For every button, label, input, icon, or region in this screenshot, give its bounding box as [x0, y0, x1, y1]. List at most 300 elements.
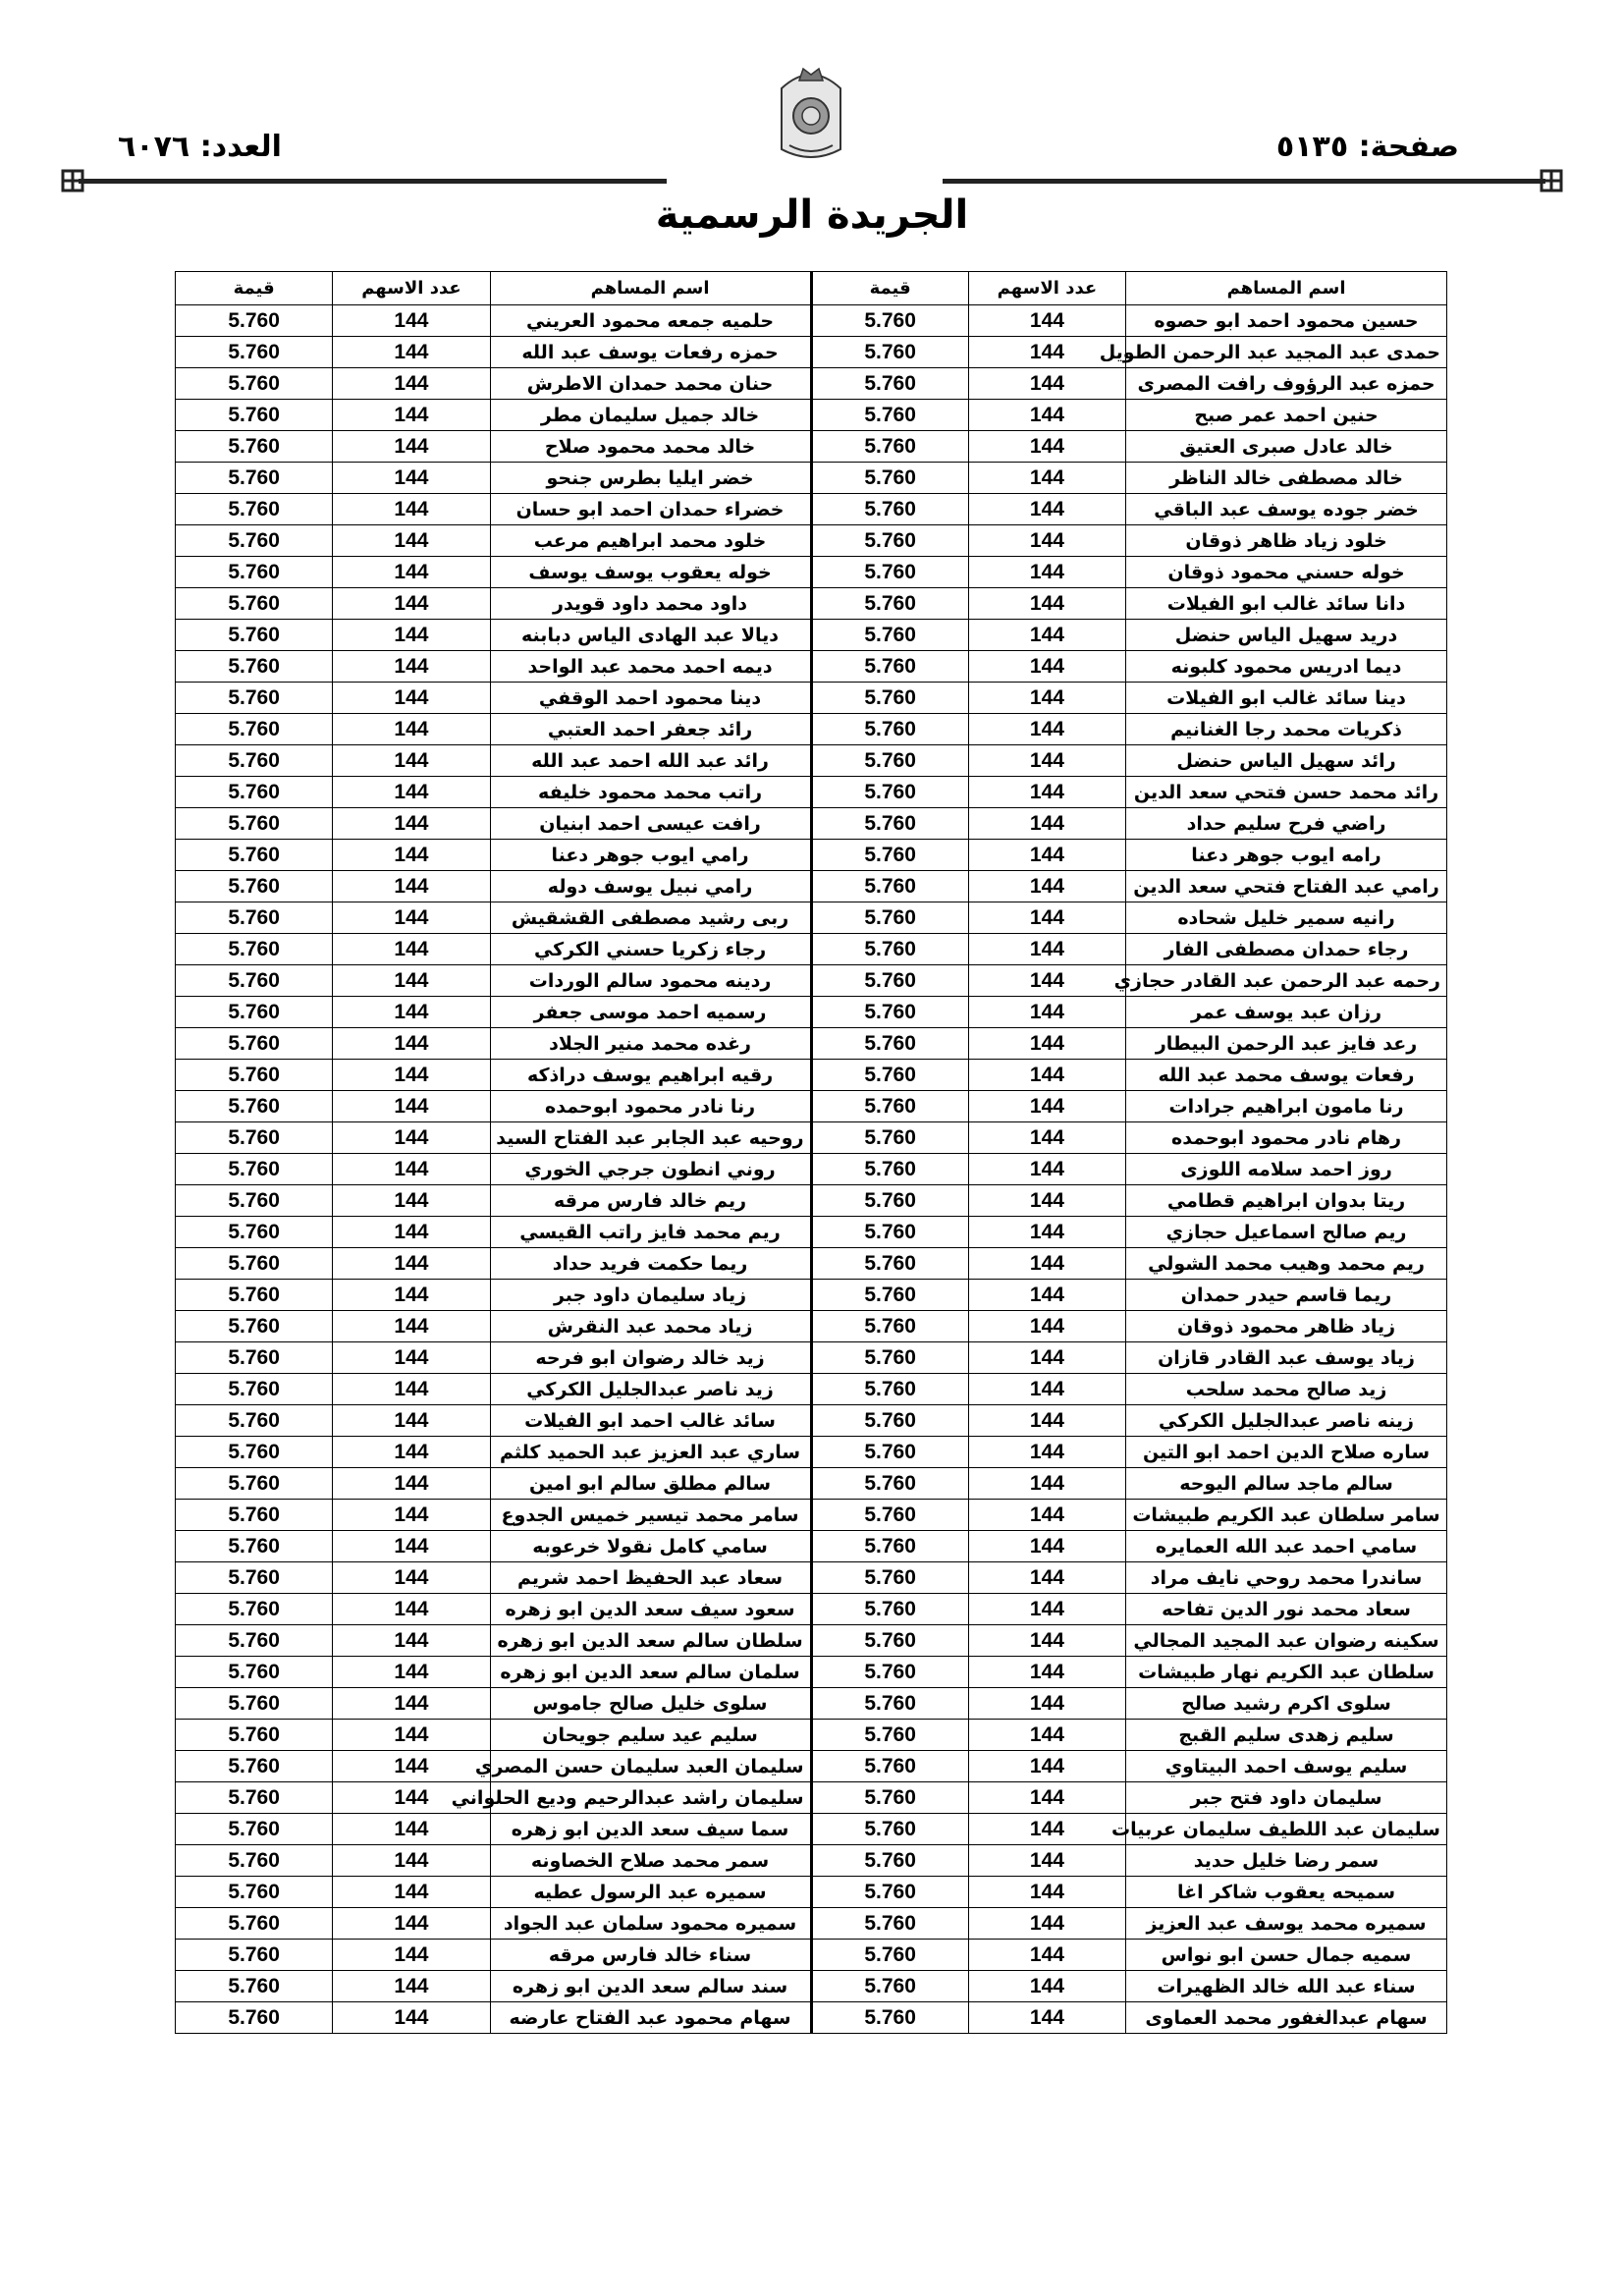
table-row — [176, 525, 1447, 557]
shares-count: 144 — [333, 902, 490, 934]
table-row — [176, 305, 1447, 337]
shareholder-name: سميه جمال حسن ابو نواس — [1126, 1940, 1447, 1971]
share-value: 5.760 — [176, 1060, 333, 1091]
shares-count: 144 — [333, 777, 490, 808]
shares-count: 144 — [968, 1217, 1125, 1248]
shareholder-name: رانيه سمير خليل شحاده — [1126, 902, 1447, 934]
share-value: 5.760 — [811, 808, 968, 840]
table-row — [176, 1720, 1447, 1751]
share-value: 5.760 — [811, 1500, 968, 1531]
shares-count: 144 — [968, 1280, 1125, 1311]
share-value: 5.760 — [811, 1751, 968, 1782]
shareholder-name: خلود محمد ابراهيم مرعب — [490, 525, 811, 557]
share-value: 5.760 — [176, 1342, 333, 1374]
shares-count: 144 — [333, 1594, 490, 1625]
shares-count: 144 — [968, 1154, 1125, 1185]
shareholder-name: زيد صالح محمد سلحب — [1126, 1374, 1447, 1405]
shareholder-name: سليم يوسف احمد البيتاوي — [1126, 1751, 1447, 1782]
share-value: 5.760 — [811, 588, 968, 620]
shareholder-name: سهام محمود عبد الفتاح عارضه — [490, 2002, 811, 2034]
table-row — [176, 463, 1447, 494]
share-value: 5.760 — [176, 1845, 333, 1877]
shares-count: 144 — [333, 840, 490, 871]
column-header: عدد الاسهم — [333, 272, 490, 305]
shares-count: 144 — [968, 337, 1125, 368]
share-value: 5.760 — [811, 1845, 968, 1877]
share-value: 5.760 — [176, 1311, 333, 1342]
shareholder-name: رامي عبد الفتاح فتحي سعد الدين — [1126, 871, 1447, 902]
shareholder-name: رجاء حمدان مصطفى الفار — [1126, 934, 1447, 965]
shareholder-name: زياد ظاهر محمود ذوقان — [1126, 1311, 1447, 1342]
share-value: 5.760 — [176, 1688, 333, 1720]
share-value: 5.760 — [811, 525, 968, 557]
table-row — [176, 1500, 1447, 1531]
shareholder-name: خضر جوده يوسف عبد الباقي — [1126, 494, 1447, 525]
share-value: 5.760 — [176, 1154, 333, 1185]
share-value: 5.760 — [176, 840, 333, 871]
shares-count: 144 — [333, 1405, 490, 1437]
share-value: 5.760 — [811, 871, 968, 902]
shareholder-name: سعود سيف سعد الدين ابو زهره — [490, 1594, 811, 1625]
column-header: قيمة — [176, 272, 333, 305]
shareholder-name: رامي نبيل يوسف دوله — [490, 871, 811, 902]
shares-count: 144 — [968, 1185, 1125, 1217]
column-header: اسم المساهم — [490, 272, 811, 305]
shares-count: 144 — [968, 1374, 1125, 1405]
shares-count: 144 — [968, 1940, 1125, 1971]
shares-count: 144 — [968, 620, 1125, 651]
table-row — [176, 965, 1447, 997]
shareholder-name: ديالا عبد الهادى الياس دبابنه — [490, 620, 811, 651]
shares-count: 144 — [333, 588, 490, 620]
share-value: 5.760 — [176, 1562, 333, 1594]
shares-count: 144 — [333, 1468, 490, 1500]
share-value: 5.760 — [811, 745, 968, 777]
shareholder-name: سامر سلطان عبد الكريم طبيشات — [1126, 1500, 1447, 1531]
share-value: 5.760 — [811, 1311, 968, 1342]
shares-count: 144 — [968, 683, 1125, 714]
shares-count: 144 — [968, 651, 1125, 683]
shares-count: 144 — [968, 1091, 1125, 1122]
table-row — [176, 1751, 1447, 1782]
shares-count: 144 — [333, 1060, 490, 1091]
shareholder-name: سامر محمد تيسير خميس الجدوع — [490, 1500, 811, 1531]
shareholder-name: ساري عبد العزيز عبد الحميد كلثم — [490, 1437, 811, 1468]
shareholder-name: ساندرا محمد روحي نايف مراد — [1126, 1562, 1447, 1594]
shareholder-name: دانا سائد غالب ابو الفيلات — [1126, 588, 1447, 620]
header-rule-left — [79, 179, 667, 184]
share-value: 5.760 — [176, 1500, 333, 1531]
shares-count: 144 — [333, 1751, 490, 1782]
shares-count: 144 — [968, 934, 1125, 965]
share-value: 5.760 — [811, 1248, 968, 1280]
shares-count: 144 — [333, 1531, 490, 1562]
shares-count: 144 — [333, 1500, 490, 1531]
shares-count: 144 — [333, 1154, 490, 1185]
share-value: 5.760 — [176, 1374, 333, 1405]
table-row — [176, 588, 1447, 620]
share-value: 5.760 — [176, 1814, 333, 1845]
shares-count: 144 — [333, 1248, 490, 1280]
share-value: 5.760 — [176, 683, 333, 714]
shareholder-name: سلوى خليل صالح جاموس — [490, 1688, 811, 1720]
shares-count: 144 — [333, 1877, 490, 1908]
table-row — [176, 651, 1447, 683]
shares-count: 144 — [968, 1814, 1125, 1845]
knot-ornament-icon — [59, 167, 86, 194]
shareholder-name: ذكريات محمد رجا الغنانيم — [1126, 714, 1447, 745]
share-value: 5.760 — [811, 1280, 968, 1311]
share-value: 5.760 — [811, 1971, 968, 2002]
share-value: 5.760 — [176, 305, 333, 337]
share-value: 5.760 — [176, 808, 333, 840]
share-value: 5.760 — [176, 1877, 333, 1908]
share-value: 5.760 — [176, 2002, 333, 2034]
table-row — [176, 1688, 1447, 1720]
table-row — [176, 1311, 1447, 1342]
table-row — [176, 1185, 1447, 1217]
share-value: 5.760 — [176, 1091, 333, 1122]
shares-count: 144 — [333, 1562, 490, 1594]
shares-count: 144 — [333, 1437, 490, 1468]
shareholder-name: ريم خالد فارس مرقه — [490, 1185, 811, 1217]
shares-count: 144 — [333, 525, 490, 557]
shareholder-name: ديما ادريس محمود كلبونه — [1126, 651, 1447, 683]
shareholder-name: سلطان عبد الكريم نهار طبيشات — [1126, 1657, 1447, 1688]
shareholder-name: زياد محمد عبد النقرش — [490, 1311, 811, 1342]
share-value: 5.760 — [811, 840, 968, 871]
shareholder-name: رنا مامون ابراهيم جرادات — [1126, 1091, 1447, 1122]
share-value: 5.760 — [176, 368, 333, 400]
shares-count: 144 — [968, 1908, 1125, 1940]
shares-count: 144 — [333, 1845, 490, 1877]
share-value: 5.760 — [176, 1437, 333, 1468]
share-value: 5.760 — [176, 1940, 333, 1971]
shares-count: 144 — [333, 557, 490, 588]
share-value: 5.760 — [811, 620, 968, 651]
shareholder-name: سليمان العبد سليمان حسن المصري — [490, 1751, 811, 1782]
shares-count: 144 — [333, 997, 490, 1028]
shareholder-name: سما سيف سعد الدين ابو زهره — [490, 1814, 811, 1845]
shares-count: 144 — [968, 1688, 1125, 1720]
shareholder-name: سهام عبدالغفور محمد العماوى — [1126, 2002, 1447, 2034]
share-value: 5.760 — [176, 1531, 333, 1562]
shareholder-name: ريما قاسم حيدر حمدان — [1126, 1280, 1447, 1311]
share-value: 5.760 — [176, 337, 333, 368]
share-value: 5.760 — [811, 1720, 968, 1751]
shares-count: 144 — [968, 714, 1125, 745]
shareholder-name: سليم عيد سليم جويحان — [490, 1720, 811, 1751]
shares-count: 144 — [968, 1751, 1125, 1782]
share-value: 5.760 — [811, 683, 968, 714]
shares-count: 144 — [968, 808, 1125, 840]
share-value: 5.760 — [811, 1814, 968, 1845]
shareholder-name: ردينه محمود سالم الوردات — [490, 965, 811, 997]
share-value: 5.760 — [176, 1248, 333, 1280]
shares-count: 144 — [968, 1437, 1125, 1468]
shareholder-name: دينا سائد غالب ابو الفيلات — [1126, 683, 1447, 714]
share-value: 5.760 — [176, 1405, 333, 1437]
share-value: 5.760 — [176, 1751, 333, 1782]
share-value: 5.760 — [811, 1877, 968, 1908]
table-row — [176, 1374, 1447, 1405]
shareholder-name: سليمان راشد عبدالرحيم وديع الحلواني — [490, 1782, 811, 1814]
share-value: 5.760 — [176, 997, 333, 1028]
shareholder-name: سامي احمد عبد الله العمايره — [1126, 1531, 1447, 1562]
shareholder-name: سالم مطلق سالم ابو امين — [490, 1468, 811, 1500]
share-value: 5.760 — [811, 1091, 968, 1122]
shares-count: 144 — [968, 902, 1125, 934]
shares-count: 144 — [968, 1877, 1125, 1908]
shareholder-name: سناء عبد الله خالد الظهيرات — [1126, 1971, 1447, 2002]
shares-count: 144 — [968, 431, 1125, 463]
shares-count: 144 — [333, 1814, 490, 1845]
share-value: 5.760 — [811, 400, 968, 431]
shareholder-name: سليمان عبد اللطيف سليمان عربيات — [1126, 1814, 1447, 1845]
shareholder-name: ساره صلاح الدين احمد ابو التين — [1126, 1437, 1447, 1468]
shares-count: 144 — [968, 997, 1125, 1028]
table-row — [176, 1782, 1447, 1814]
shareholder-name: رزان عبد يوسف عمر — [1126, 997, 1447, 1028]
shares-count: 144 — [968, 1594, 1125, 1625]
table-row — [176, 997, 1447, 1028]
shares-count: 144 — [333, 1342, 490, 1374]
shares-count: 144 — [333, 1374, 490, 1405]
share-value: 5.760 — [176, 620, 333, 651]
shareholder-name: ربى رشيد مصطفى القشقيش — [490, 902, 811, 934]
shares-count: 144 — [333, 1091, 490, 1122]
shares-count: 144 — [968, 1500, 1125, 1531]
share-value: 5.760 — [811, 431, 968, 463]
table-row — [176, 745, 1447, 777]
shares-count: 144 — [968, 1657, 1125, 1688]
share-value: 5.760 — [176, 1908, 333, 1940]
share-value: 5.760 — [811, 1437, 968, 1468]
share-value: 5.760 — [176, 777, 333, 808]
shareholder-name: رقيه ابراهيم يوسف دراذكه — [490, 1060, 811, 1091]
shares-count: 144 — [333, 651, 490, 683]
share-value: 5.760 — [176, 1028, 333, 1060]
share-value: 5.760 — [176, 400, 333, 431]
table-row — [176, 1405, 1447, 1437]
shareholder-name: رفعات يوسف محمد عبد الله — [1126, 1060, 1447, 1091]
shares-count: 144 — [968, 368, 1125, 400]
share-value: 5.760 — [176, 1971, 333, 2002]
table-row — [176, 1122, 1447, 1154]
table-row — [176, 1154, 1447, 1185]
shares-count: 144 — [968, 305, 1125, 337]
share-value: 5.760 — [811, 2002, 968, 2034]
shareholder-name: دينا محمود احمد الوقفي — [490, 683, 811, 714]
shareholder-name: سلوى اكرم رشيد صالح — [1126, 1688, 1447, 1720]
table-row — [176, 557, 1447, 588]
table-row — [176, 1845, 1447, 1877]
table-row — [176, 1877, 1447, 1908]
shareholder-name: رائد سهيل الياس حنضل — [1126, 745, 1447, 777]
knot-ornament-icon — [1538, 167, 1565, 194]
shares-count: 144 — [333, 463, 490, 494]
share-value: 5.760 — [811, 1562, 968, 1594]
share-value: 5.760 — [176, 494, 333, 525]
table-header-row — [176, 272, 1447, 305]
share-value: 5.760 — [811, 494, 968, 525]
table-row — [176, 431, 1447, 463]
shareholder-name: حمزه عبد الرؤوف رافت المصرى — [1126, 368, 1447, 400]
shareholder-name: رائد جعفر احمد العتبي — [490, 714, 811, 745]
table-row — [176, 1060, 1447, 1091]
shares-count: 144 — [968, 965, 1125, 997]
shares-count: 144 — [968, 463, 1125, 494]
shares-count: 144 — [333, 305, 490, 337]
share-value: 5.760 — [176, 651, 333, 683]
shares-count: 144 — [968, 494, 1125, 525]
share-value: 5.760 — [811, 1782, 968, 1814]
shareholder-name: سميره محمد يوسف عبد العزيز — [1126, 1908, 1447, 1940]
shareholder-name: خوله يعقوب يوسف يوسف — [490, 557, 811, 588]
share-value: 5.760 — [176, 1468, 333, 1500]
shareholder-name: سناء خالد فارس مرقه — [490, 1940, 811, 1971]
shares-count: 144 — [968, 1248, 1125, 1280]
shares-count: 144 — [333, 1657, 490, 1688]
shares-count: 144 — [968, 840, 1125, 871]
share-value: 5.760 — [811, 1217, 968, 1248]
table-row — [176, 1028, 1447, 1060]
issue-number: العدد: ٦٠٧٦ — [118, 130, 282, 164]
shareholder-name: رنا نادر محمود ابوحمده — [490, 1091, 811, 1122]
shareholder-name: زياد سليمان داود جبر — [490, 1280, 811, 1311]
shares-count: 144 — [333, 1311, 490, 1342]
table-row — [176, 1814, 1447, 1845]
shareholder-name: روني انطون جرجي الخوري — [490, 1154, 811, 1185]
shares-count: 144 — [333, 400, 490, 431]
table-row — [176, 1217, 1447, 1248]
share-value: 5.760 — [811, 714, 968, 745]
shares-count: 144 — [333, 494, 490, 525]
shares-count: 144 — [333, 745, 490, 777]
shareholder-name: راضي فرح سليم حداد — [1126, 808, 1447, 840]
share-value: 5.760 — [176, 1217, 333, 1248]
shareholder-name: راتب محمد محمود خليفه — [490, 777, 811, 808]
share-value: 5.760 — [811, 337, 968, 368]
share-value: 5.760 — [811, 1060, 968, 1091]
table-row — [176, 1940, 1447, 1971]
shareholder-name: زيد خالد رضوان ابو فرحه — [490, 1342, 811, 1374]
shares-count: 144 — [333, 1688, 490, 1720]
shares-count: 144 — [333, 1940, 490, 1971]
shareholder-name: خالد جميل سليمان مطر — [490, 400, 811, 431]
shareholder-name: روحيه عبد الجابر عبد الفتاح السيد — [490, 1122, 811, 1154]
shareholder-name: حلميه جمعه محمود العريني — [490, 305, 811, 337]
shareholder-name: زياد يوسف عبد القادر قازان — [1126, 1342, 1447, 1374]
shareholder-name: رسميه احمد موسى جعفر — [490, 997, 811, 1028]
shareholder-name: روز احمد سلامه اللوزى — [1126, 1154, 1447, 1185]
table-row — [176, 714, 1447, 745]
shares-count: 144 — [333, 368, 490, 400]
shareholder-name: حمدى عبد المجيد عبد الرحمن الطويل — [1126, 337, 1447, 368]
shareholder-name: رعد فايز عبد الرحمن البيطار — [1126, 1028, 1447, 1060]
share-value: 5.760 — [811, 1342, 968, 1374]
share-value: 5.760 — [811, 1374, 968, 1405]
shares-count: 144 — [968, 1028, 1125, 1060]
shareholder-name: خوله حسني محمود ذوقان — [1126, 557, 1447, 588]
share-value: 5.760 — [811, 1405, 968, 1437]
share-value: 5.760 — [176, 1720, 333, 1751]
shareholder-name: خالد عادل صبرى العتيق — [1126, 431, 1447, 463]
shareholder-name: خالد مصطفى خالد الناظر — [1126, 463, 1447, 494]
shareholder-name: سميره عبد الرسول عطيه — [490, 1877, 811, 1908]
share-value: 5.760 — [811, 651, 968, 683]
table-row — [176, 400, 1447, 431]
shares-count: 144 — [968, 1060, 1125, 1091]
shareholder-name: زيد ناصر عبدالجليل الكركي — [490, 1374, 811, 1405]
shares-count: 144 — [333, 1971, 490, 2002]
share-value: 5.760 — [176, 525, 333, 557]
share-value: 5.760 — [176, 557, 333, 588]
shareholder-name: خلود زياد ظاهر ذوقان — [1126, 525, 1447, 557]
share-value: 5.760 — [811, 557, 968, 588]
shareholder-name: رائد عبد الله احمد عبد الله — [490, 745, 811, 777]
shareholder-name: سمر رضا خليل حديد — [1126, 1845, 1447, 1877]
shares-count: 144 — [333, 808, 490, 840]
share-value: 5.760 — [811, 902, 968, 934]
header-rule-right — [943, 179, 1545, 184]
shares-count: 144 — [333, 965, 490, 997]
shareholder-name: زينه ناصر عبدالجليل الكركي — [1126, 1405, 1447, 1437]
table-row — [176, 494, 1447, 525]
shares-count: 144 — [333, 1782, 490, 1814]
table-row — [176, 934, 1447, 965]
shares-count: 144 — [333, 683, 490, 714]
table-row — [176, 620, 1447, 651]
shares-count: 144 — [333, 871, 490, 902]
share-value: 5.760 — [811, 1940, 968, 1971]
share-value: 5.760 — [176, 965, 333, 997]
shares-count: 144 — [968, 557, 1125, 588]
shares-count: 144 — [968, 1625, 1125, 1657]
shares-count: 144 — [968, 1562, 1125, 1594]
shareholder-name: سامي كامل نقولا خرعوبه — [490, 1531, 811, 1562]
column-header: عدد الاسهم — [968, 272, 1125, 305]
royal-crest-icon — [764, 59, 858, 167]
shares-count: 144 — [333, 431, 490, 463]
shareholder-name: ريما حكمت فريد حداد — [490, 1248, 811, 1280]
share-value: 5.760 — [811, 368, 968, 400]
share-value: 5.760 — [811, 1625, 968, 1657]
share-value: 5.760 — [811, 1531, 968, 1562]
share-value: 5.760 — [176, 714, 333, 745]
shareholder-name: سند سالم سعد الدين ابو زهره — [490, 1971, 811, 2002]
shareholder-name: سائد غالب احمد ابو الفيلات — [490, 1405, 811, 1437]
shareholder-name: سليم زهدى سليم القبج — [1126, 1720, 1447, 1751]
share-value: 5.760 — [811, 1028, 968, 1060]
shares-count: 144 — [333, 1028, 490, 1060]
table-row — [176, 1091, 1447, 1122]
shares-count: 144 — [968, 745, 1125, 777]
shares-count: 144 — [968, 2002, 1125, 2034]
shareholder-name: ديمه احمد محمد عبد الواحد — [490, 651, 811, 683]
table-row — [176, 1908, 1447, 1940]
share-value: 5.760 — [176, 588, 333, 620]
shareholder-name: رغده محمد منير الجلاد — [490, 1028, 811, 1060]
table-row — [176, 1594, 1447, 1625]
shareholder-name: سكينه رضوان عبد المجيد المجالي — [1126, 1625, 1447, 1657]
gazette-title: الجريدة الرسمية — [655, 192, 969, 238]
shares-count: 144 — [968, 400, 1125, 431]
shares-count: 144 — [968, 525, 1125, 557]
shareholder-name: سميحه يعقوب شاكر اغا — [1126, 1877, 1447, 1908]
share-value: 5.760 — [176, 463, 333, 494]
shareholder-name: رائد محمد حسن فتحي سعد الدين — [1126, 777, 1447, 808]
